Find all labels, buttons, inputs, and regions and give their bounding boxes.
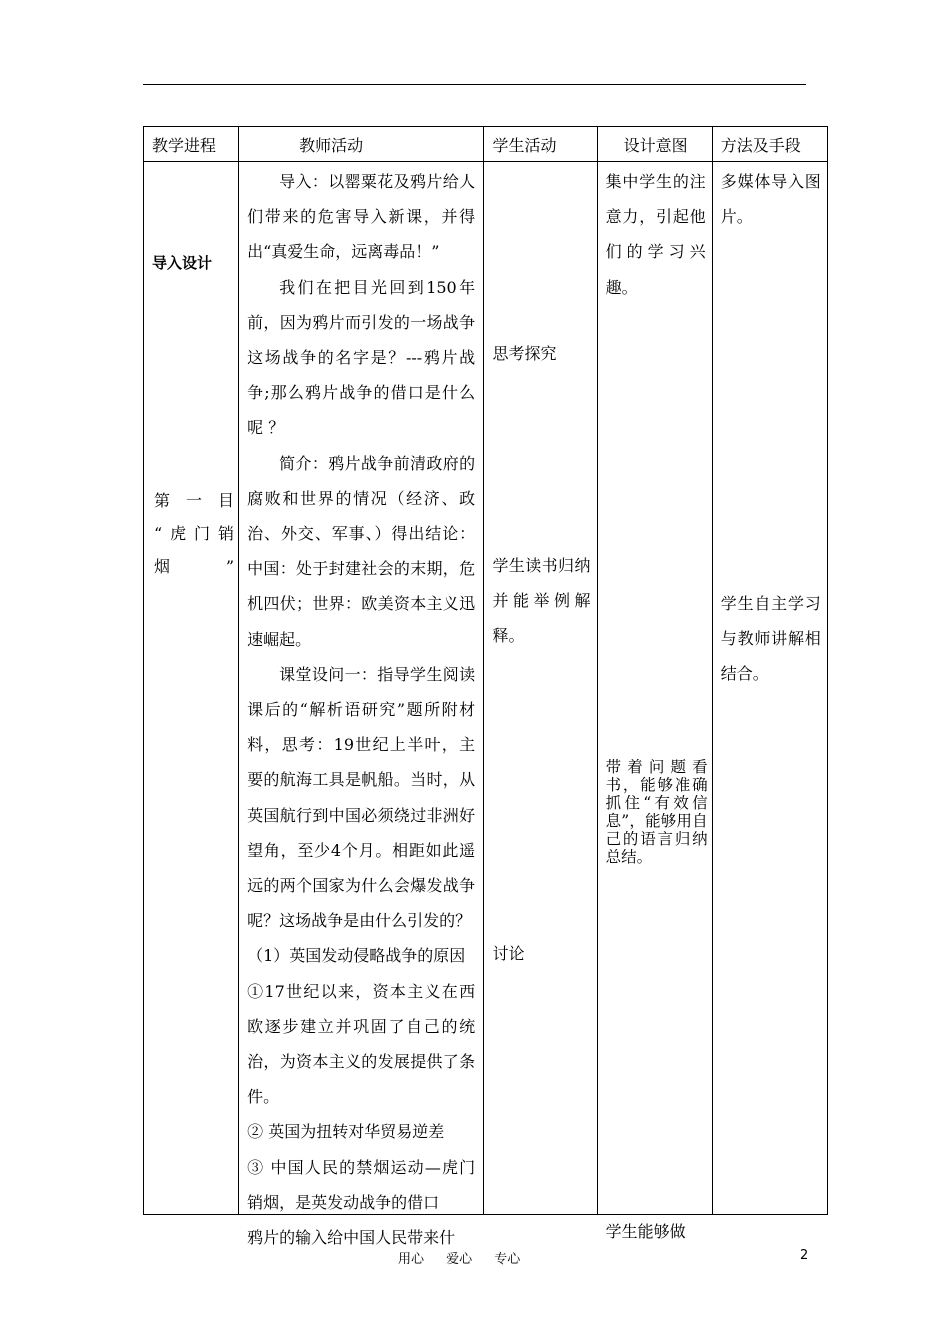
design-intent-cell xyxy=(597,162,712,1241)
method-cell xyxy=(712,162,827,1215)
teacher-paragraph: ③ 中国人民的禁烟运动—虎门销烟，是英发动战争的借口 xyxy=(247,1157,476,1212)
header-student-activity: 学生活动 xyxy=(484,127,597,162)
header-design-intent: 设计意图 xyxy=(597,127,712,162)
process-cell xyxy=(144,162,239,1215)
table-header-row xyxy=(144,127,828,162)
teacher-paragraph: （1）英国发动侵略战争的原因 xyxy=(247,946,466,966)
teacher-paragraph: 导入：以罂粟花及鸦片给人们带来的危害导入新课，并得出“真爱生命，远离毒品！” xyxy=(247,172,476,262)
header-process: 教学进程 xyxy=(144,127,239,162)
section-title-intro: 导入设计 xyxy=(152,254,213,272)
method-self-study: 学生自主学习与教师讲解相结合。 xyxy=(720,594,821,684)
teacher-paragraph: 简介：鸦片战争前清政府的腐败和世界的情况（经济、政治、外交、军事、）得出结论：中国：处于封建社会的末期，危机四伏；世界：欧美资本主义迅速崛起。 xyxy=(247,453,476,649)
teacher-paragraph: ①17世纪以来，资本主义在西欧逐步建立并巩固了自己的统治，为资本主义的发展提供了条件。 xyxy=(247,981,476,1107)
teacher-text-block xyxy=(247,164,475,1255)
design-intent-ability: 学生能够做 xyxy=(605,1222,686,1241)
method-multimedia: 多媒体导入图片。 xyxy=(720,172,821,227)
student-activity-read: 学生读书归纳并能举例解释。 xyxy=(492,556,591,646)
header-teacher-activity: 教师活动 xyxy=(239,127,484,162)
student-activity-think: 思考探究 xyxy=(492,344,557,363)
lesson-plan-table xyxy=(143,126,828,1248)
student-activity-discuss: 讨论 xyxy=(492,944,525,963)
design-intent-focus: 集中学生的注意力，引起他们的学习兴趣。 xyxy=(605,172,706,297)
student-activity-cell xyxy=(484,162,597,1215)
header-rule xyxy=(143,84,806,85)
teacher-paragraph: ② 英国为扭转对华贸易逆差 xyxy=(247,1122,445,1142)
design-intent-reading: 带着问题看书，能够准确抓住“有效信息”，能够用自己的语言归纳总结。 xyxy=(605,758,708,866)
teacher-paragraph: 鸦片的输入给中国人民带来什 xyxy=(247,1228,456,1248)
section-title-first-item: 第 一 目 “虎门销烟” xyxy=(154,491,234,576)
table-row xyxy=(144,162,828,1215)
teacher-activity-cell xyxy=(239,162,484,1248)
footer-motto: 用心 爱心 专心 xyxy=(398,1252,521,1267)
page-number: 2 xyxy=(800,1248,809,1263)
teacher-paragraph: 课堂设问一：指导学生阅读课后的“解析语研究”题所附材料，思考：19世纪上半叶，主要的航海工具是帆船。当时，从英国航行到中国必须绕过非洲好望角，至少4个月。相距如此遥远的两个国家为什么会爆发战争呢？这场战争是由什么引发的？ xyxy=(247,664,476,931)
teacher-paragraph: 我们在把目光回到150年前，因为鸦片而引发的一场战争这场战争的名字是？---鸦片战争;那么鸦片战争的借口是什么呢 ？ xyxy=(247,277,476,438)
header-method: 方法及手段 xyxy=(712,127,827,162)
